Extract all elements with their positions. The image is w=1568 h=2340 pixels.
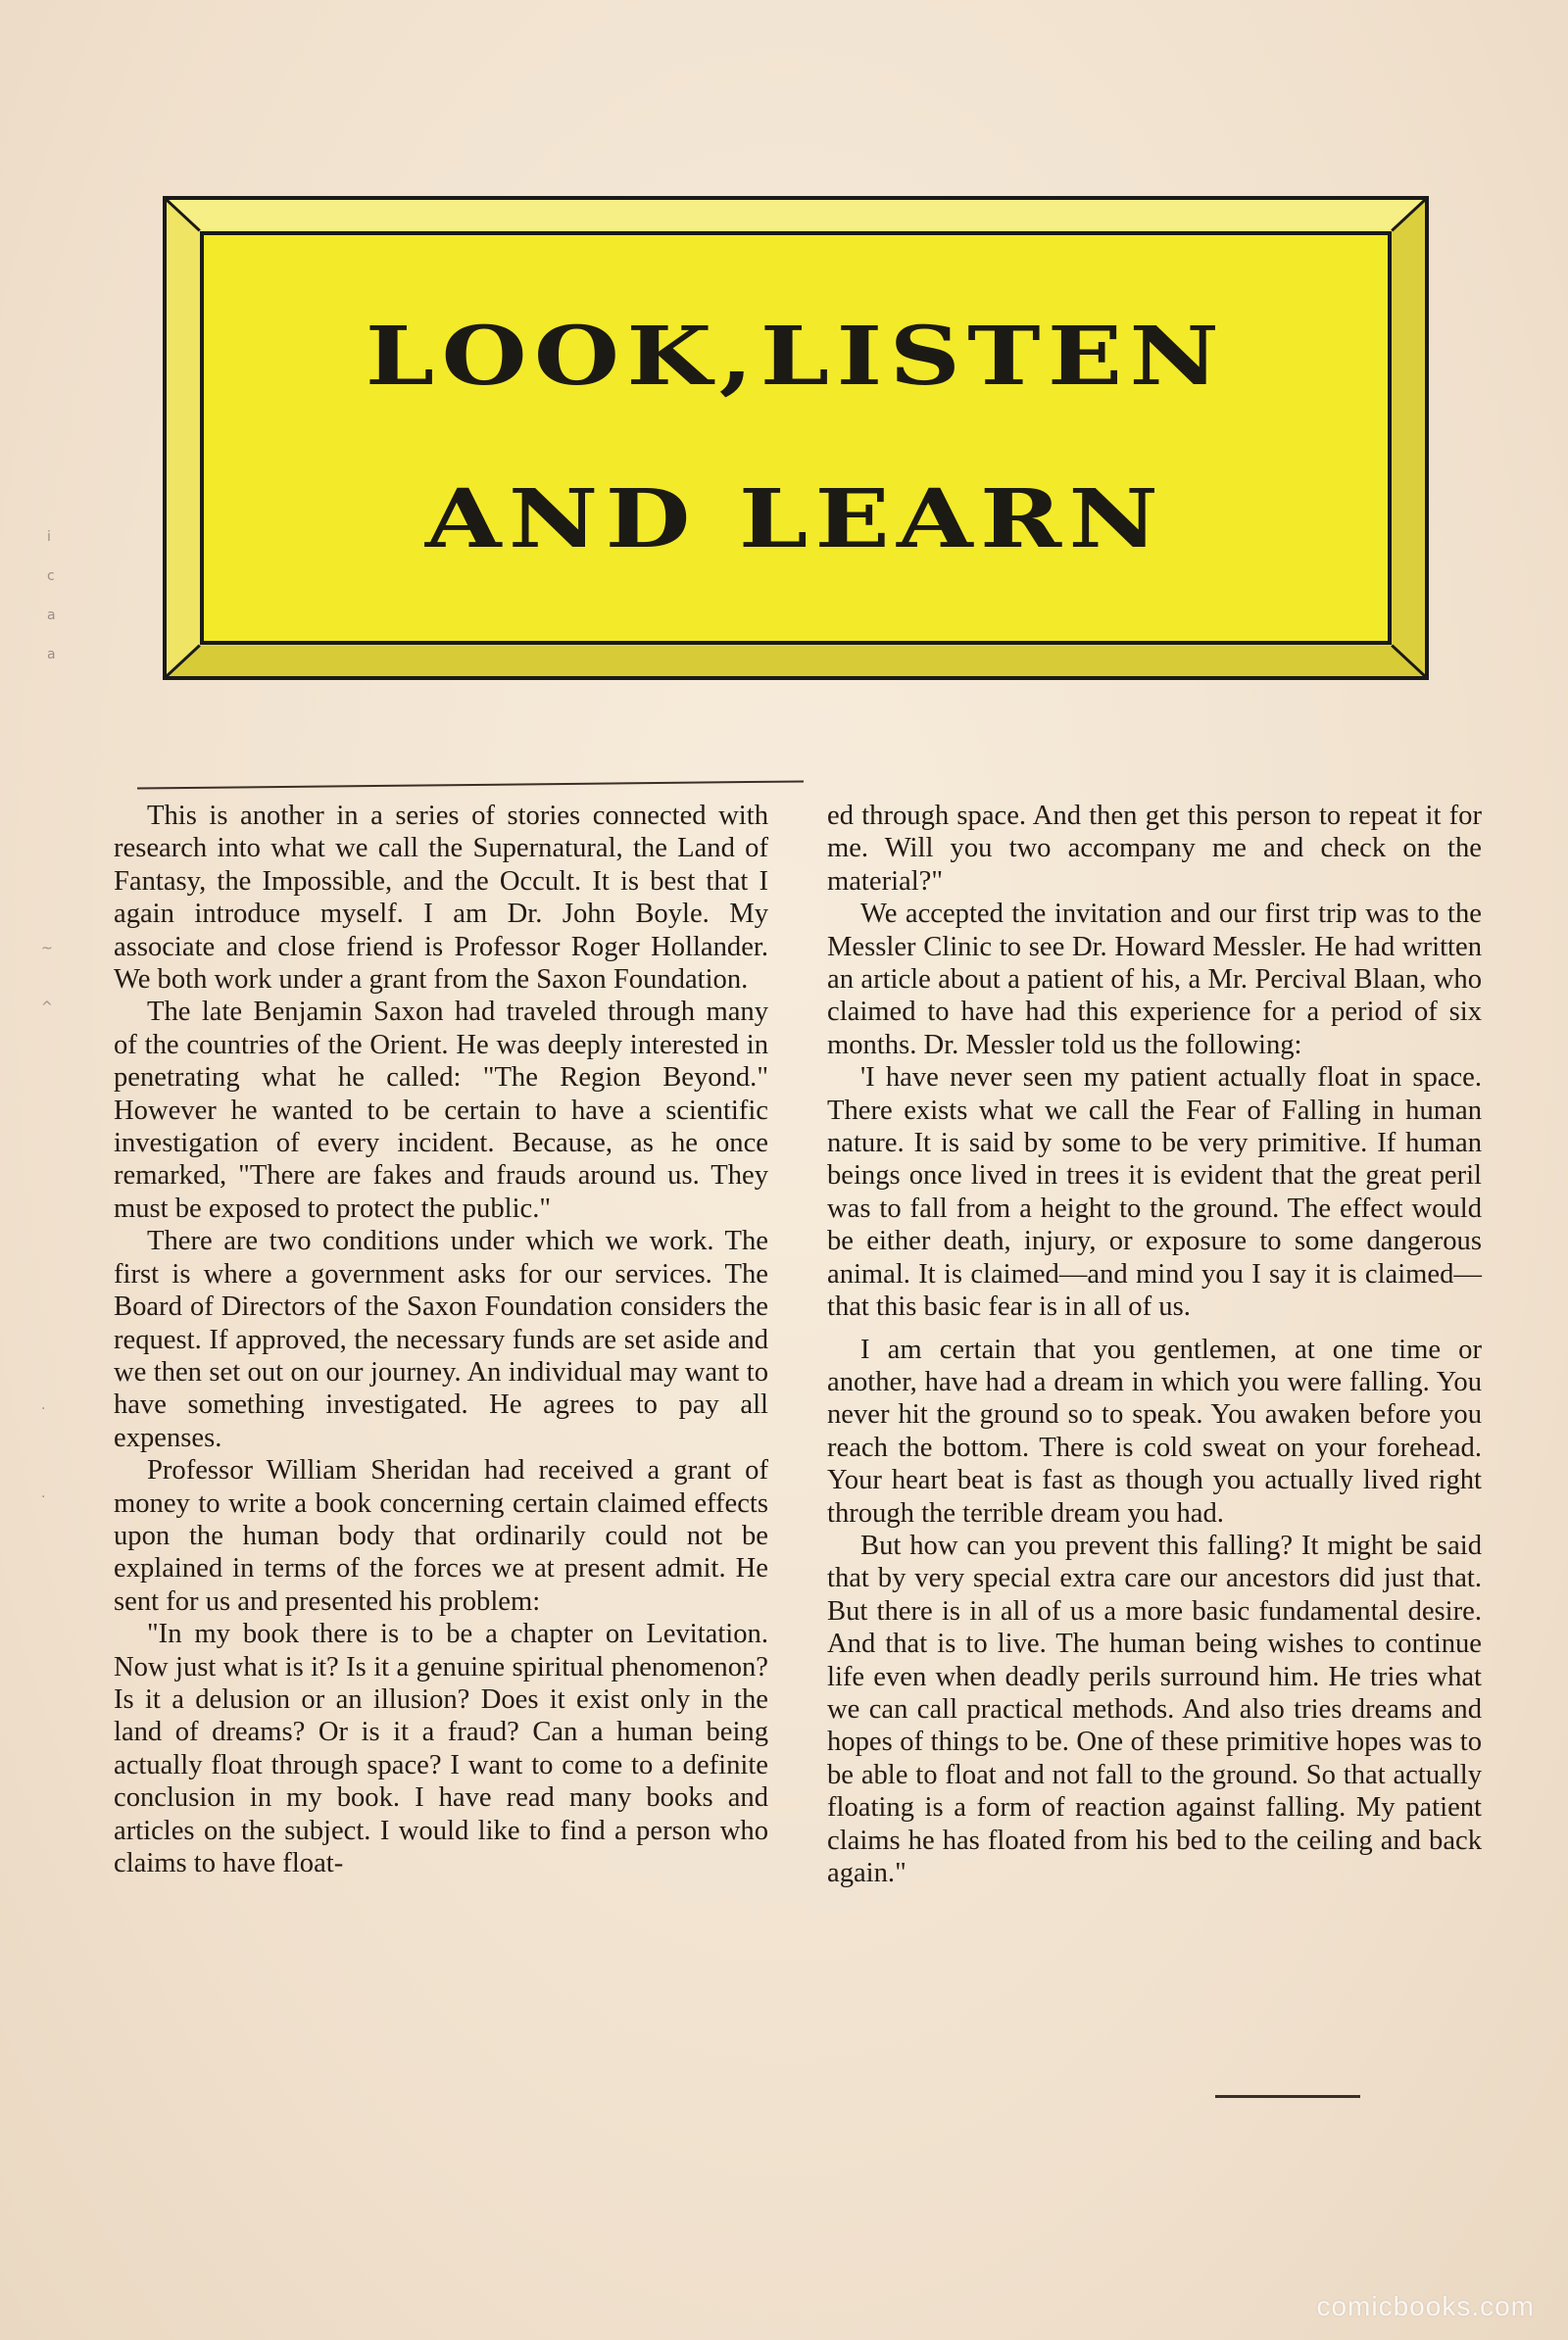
right-column (827, 800, 1482, 1889)
left-column (114, 800, 768, 1879)
paragraph: This is another in a series of stories connected with research into what we call the Supernatural, the Land of Fantasy, the Impossible, and the Occult. It is best that I again introduce myself. I am Dr. John Boyle. My associate and close friend is Professor Roger Hollander. We both work under a grant from the Saxon Foundation. (114, 801, 768, 996)
paragraph: ed through space. And then get this person to repeat it for me. Will you two accompany me and check on the material?" (827, 801, 1482, 897)
title-line-1: LOOK,LISTEN (365, 310, 1227, 404)
top-rule (137, 780, 804, 789)
bottom-rule (1215, 2095, 1360, 2098)
title-panel (163, 196, 1429, 680)
paragraph: I am certain that you gentlemen, at one time or another, have had a dream in which you were falling. You never hit the ground so to speak. You awaken before you reach the bottom. There is cold sweat on your forehead. Your heart beat is fast as though you actually lived right through the terrible dream you had. (827, 1334, 1482, 1529)
title-line-2: AND LEARN (425, 472, 1166, 566)
paragraph: The late Benjamin Saxon had traveled through many of the countries of the Orient. He was deeply interested in penetrating what he called: "The Region Beyond." However he wanted to be certain to have a scientific investigation of every incident. Because, as he once remarked, "There are fakes and frauds around us. They must be exposed to protect the public." (114, 997, 768, 1224)
site-watermark: comicbooks.com (1316, 2291, 1535, 2321)
paragraph: "In my book there is to be a chapter on Levitation. Now just what is it? Is it a genuine spiritual phenomenon? Is it a delusion or an illusion? Does it exist only in the land of dreams? Or is it a fraud? Can a human being actually float through space? I want to come to a definite conclusion in my book. I have read many books and articles on the subject. I would like to find a person who claims to have float- (114, 1619, 768, 1878)
paragraph: Professor William Sheridan had received a grant of money to write a book concerning certain claimed effects upon the human body that ordinarily could not be explained in terms of the forces we at present admit. He sent for us and presented his problem: (114, 1455, 768, 1617)
paragraph: We accepted the invitation and our first trip was to the Messler Clinic to see Dr. Howard Messler. He had written an article about a patient of his, a Mr. Percival Blaan, who claimed to have had this experience for a period of six months. Dr. Messler told us the following: (827, 899, 1482, 1060)
title-inner-panel (200, 231, 1392, 645)
paragraph: But how can you prevent this falling? It might be said that by very special extra care our ancestors did just that. But there is in all of us a more basic fundamental desire. And that is to live. The human being wishes to continue life even when deadly perils surround him. He tries what we can call practical methods. And also tries dreams and hopes of things to be. One of these primitive hopes was to be able to float and not fall to the ground. So that actually floating is a form of reaction against falling. My patient claims he has floated from his bed to the ceiling and back again." (827, 1530, 1482, 1888)
paragraph: There are two conditions under which we work. The first is where a government asks for our services. The Board of Directors of the Saxon Foundation considers the request. If approved, the necessary funds are set aside and we then set out on our journey. An individual may want to have something investigated. He agrees to pay all expenses. (114, 1226, 768, 1453)
comic-text-page: LOOK,LISTEN AND LEARN i c a a ~ ^ · · This is another in a series of stories connected with research into what we call the Supernatural, the Land of Fantasy, the Impossible, and the Occult. It is best that I again introduce myself. I am Dr. John Boyle. My associate and close friend is Professor Roger Hollander. We both work under a grant from the Saxon Foundation. The late Benjamin Saxon had traveled through many of the countries of the Orient. He was deeply interested in penetrating what he called: "The Region Beyond." However he wanted to be certain to have a scientific investigation of every incident. Because, as he once remarked, "There are fakes and frauds around us. They must be exposed to protect the public." There are two conditions under which we work. The first is where a government asks for our services. The Board of Directors of the Saxon Foundation considers the request. If approved, the necessary funds are set aside and we then set out on our journey. An individual may want to have something investigated. He agrees to pay all expenses. Professor William Sheridan had received a grant of money to write a book concerning certain claimed effects upon the human body that ordinarily could not be explained in terms of the forces we at present admit. He sent for us and presented his problem: "In my book there is to be a chapter on Levitation. Now just what is it? Is it a genuine spiritual phenomenon? Is it a delusion or an illusion? Does it exist only in the land of dreams? Or is it a fraud? Can a human being actually float through space? I want to come to a definite conclusion in my book. I have read many books and articles on the subject. I would like to find a person who claims to have float- ed through space. And then get this person to repeat it for me. Will you two accompany me and check on the material?" We accepted the invitation and our first trip was to the Messler Clinic to see Dr. Howard Messler. He had written an article about a patient of his, a Mr. Percival Blaan, who claimed to have had this experience for a period of six months. Dr. Messler told us the following: 'I have never seen my patient actually float in space. There exists what we call the Fear of Falling in human nature. It is said by some to be very primitive. If human beings once lived in trees it is evident that the great peril was to fall from a height to the ground. The effect would be either death, injury, or exposure to some dangerous animal. It is claimed—and mind you I say it is claimed—that this basic fear is in all of us. I am certain that you gentlemen, at one time or another, have had a dream in which you were falling. You never hit the ground so to speak. You awaken before you reach the bottom. There is cold sweat on your forehead. Your heart beat is fast as though you actually lived right through the terrible dream you had. But how can you prevent this falling? It might be said that by very special extra care our ancestors did just that. But there is in all of us a more basic fundamental desire. And that is to live. The human being wishes to continue life even when deadly perils surround him. He tries what we can call practical methods. And also tries dreams and hopes of things to be. One of these primitive hopes was to be able to float and not fall to the ground. So that actually floating is a form of reaction against falling. My patient claims he has floated from his bed to the ceiling and back again." comicbooks.com (0, 0, 1568, 2340)
paragraph: 'I have never seen my patient actually float in space. There exists what we call the Fear of Falling in human nature. It is said by some to be very primitive. If human beings once lived in trees it is evident that the great peril was to fall from a height to the ground. The effect would be either death, injury, or exposure to some dangerous animal. It is claimed—and mind you I say it is claimed—that this basic fear is in all of us. (827, 1062, 1482, 1323)
